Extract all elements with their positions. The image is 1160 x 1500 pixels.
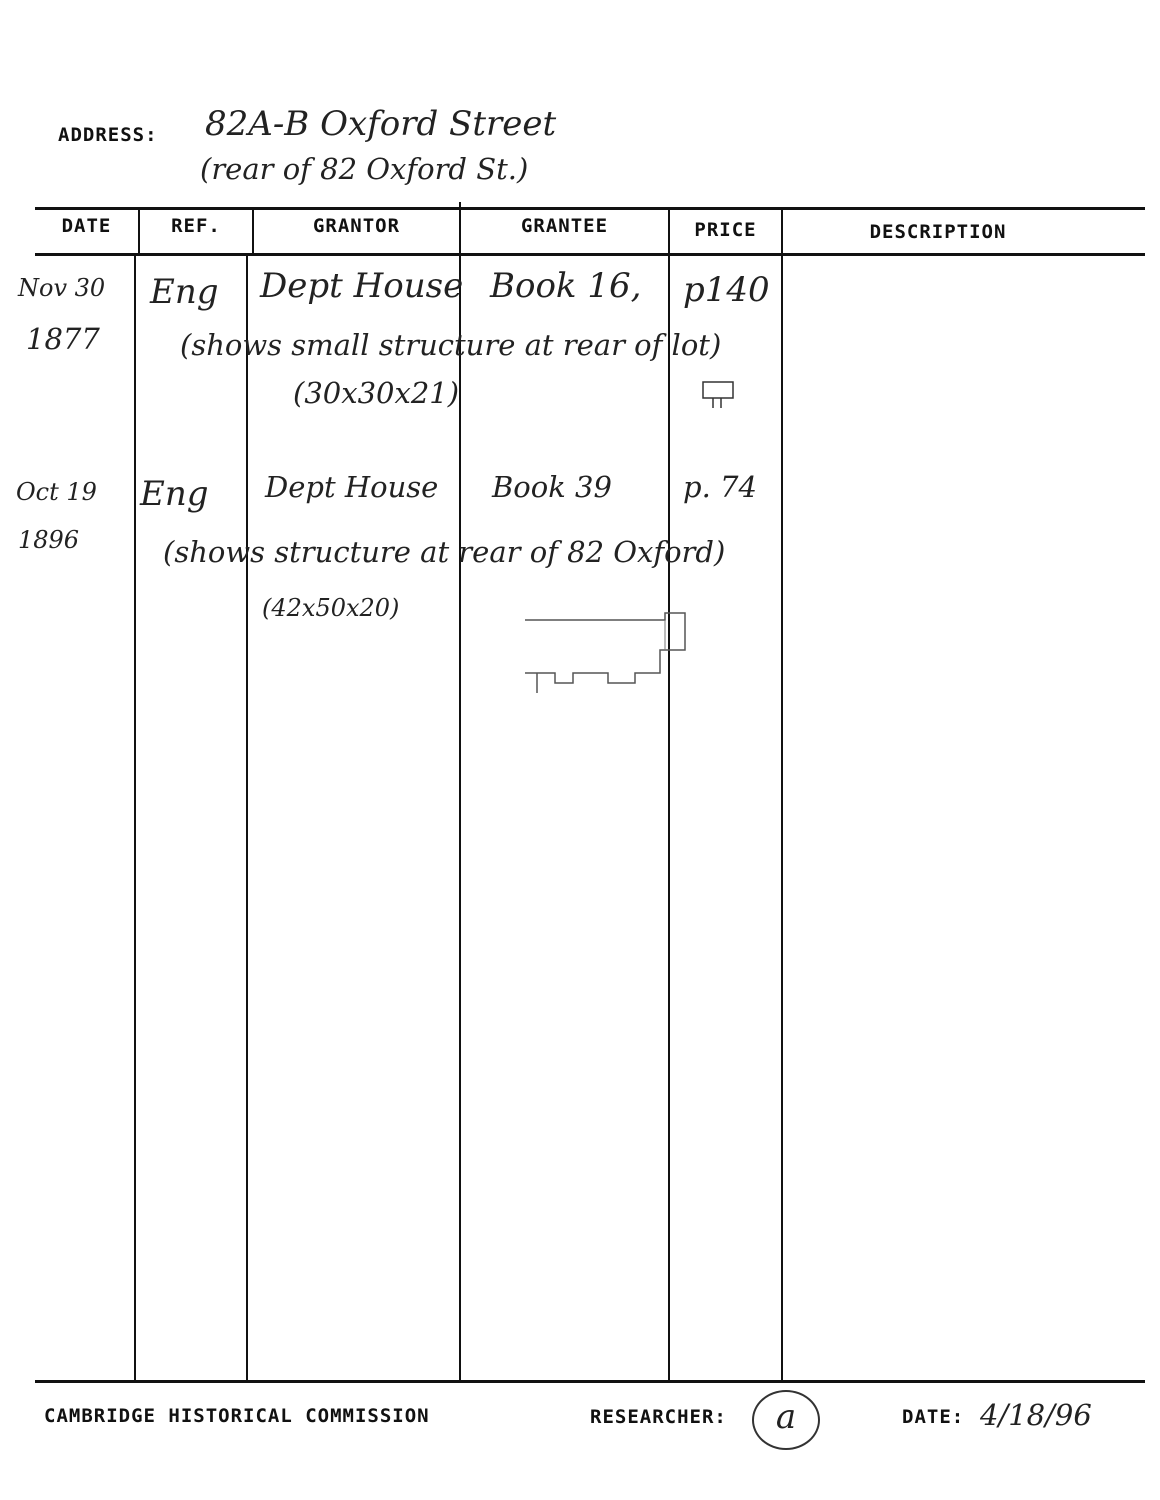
entry-date-year: 1877: [26, 322, 100, 356]
entry-grantor: Dept House: [260, 266, 464, 306]
entry-dimensions: (42x50x20): [262, 594, 400, 622]
entry-dimensions: (30x30x21): [293, 376, 460, 410]
entry-price: p140: [683, 270, 770, 310]
researcher-initial-circle: [752, 1390, 820, 1450]
entry-grantee: Book 16,: [490, 266, 642, 306]
table-bottom-rule: [35, 1380, 1145, 1383]
header-grantee: GRANTEE: [520, 215, 609, 237]
entry-price: p. 74: [683, 470, 757, 504]
column-divider: [459, 202, 461, 1381]
entry-date-month: Oct 19: [16, 478, 97, 506]
header-date: DATE: [61, 215, 112, 237]
address-label: ADDRESS:: [58, 124, 158, 146]
table-top-rule: [35, 207, 1145, 210]
organization-name: CAMBRIDGE HISTORICAL COMMISSION: [44, 1405, 430, 1427]
header-grantor: GRANTOR: [312, 215, 401, 237]
small-structure-sketch: [700, 378, 740, 412]
address-line-2: (rear of 82 Oxford St.): [200, 152, 529, 186]
address-line-1: 82A-B Oxford Street: [205, 104, 557, 144]
entry-note: (shows structure at rear of 82 Oxford): [163, 535, 726, 569]
header-ref: REF.: [171, 215, 221, 237]
header-description: DESCRIPTION: [869, 221, 1007, 243]
entry-note: (shows small structure at rear of lot): [180, 328, 722, 362]
column-divider: [781, 207, 783, 1381]
entry-grantee: Book 39: [492, 470, 612, 504]
table-header-rule: [35, 253, 1145, 256]
column-divider: [246, 255, 248, 1381]
header-price: PRICE: [694, 219, 757, 241]
column-divider: [134, 255, 136, 1381]
researcher-initial: a: [775, 1397, 797, 1437]
column-divider: [668, 207, 670, 1381]
entry-ref: Eng: [140, 474, 209, 514]
entry-grantor: Dept House: [265, 470, 439, 504]
entry-date-month: Nov 30: [18, 274, 106, 302]
structure-footprint-sketch: [515, 605, 695, 705]
entry-ref: Eng: [150, 272, 219, 312]
footer-date-value: 4/18/96: [980, 1398, 1092, 1432]
researcher-label: RESEARCHER:: [590, 1406, 727, 1428]
footer-date-label: DATE:: [902, 1406, 965, 1428]
entry-date-year: 1896: [18, 526, 80, 554]
